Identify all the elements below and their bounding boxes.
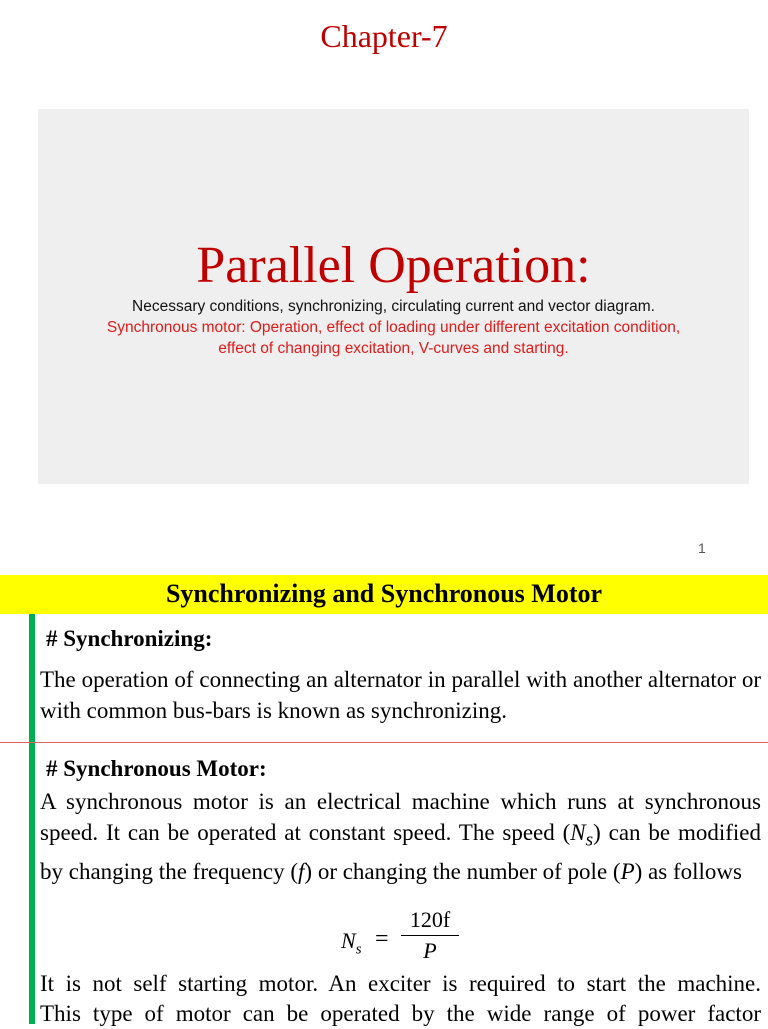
equation-lhs-subscript: s [355,941,362,958]
motor-text-part: ) as follows [634,858,742,884]
speed-symbol: N [570,820,586,845]
equation-lhs-symbol: N [341,928,356,953]
main-title: Parallel Operation: [196,237,591,294]
equation-numerator: 120f [409,907,451,932]
equation-fraction [401,906,459,965]
motor-text-part: A synchronous motor is an electrical machine which runs at synchronous speed. It can be operated at constant speed. The speed ( [40,789,761,845]
subtitle-topics: Necessary conditions, synchronizing, circulating current and vector diagram. [132,298,655,315]
synchronous-motor-description [40,786,761,887]
speed-subscript: s [585,829,594,851]
equation-equals: = [375,926,389,952]
frequency-variable: f [298,858,305,884]
equation-denominator: P [423,938,437,963]
speed-equation [0,906,768,966]
motor-starting-line-1: It is not self starting motor. An exciter is required to start the machine. [40,971,761,996]
subtitle-motor-line-1: Synchronous motor: Operation, effect of loading under different excitation condition, [106,319,681,336]
speed-variable [570,820,594,851]
pole-variable: P [620,858,635,884]
motor-text-part: ) can be modified by changing the frequency ( [40,820,762,884]
synchronizing-heading: # Synchronizing: [46,626,213,651]
section-divider [0,742,768,743]
motor-text-part: ) or changing the number of pole ( [304,858,621,884]
subtitle-motor-line-2: effect of changing excitation, V-curves and starting. [218,340,569,357]
section-banner [0,575,768,614]
synchronous-motor-heading: # Synchronous Motor: [46,756,267,781]
title-box [38,109,749,484]
synchronizing-definition: The operation of connecting an alternator in parallel with another alternator or with common bus-bars is known as synchronizing. [40,667,761,723]
equation-lhs [341,928,362,958]
chapter-title: Chapter-7 [320,18,448,54]
banner-title: Synchronizing and Synchronous Motor [165,579,603,608]
subtitle-motor-topics [38,317,749,359]
page-number: 1 [698,540,706,556]
motor-starting-line-2: This type of motor can be operated by the wide range of power factor [40,1001,761,1026]
fraction-bar [401,935,459,936]
